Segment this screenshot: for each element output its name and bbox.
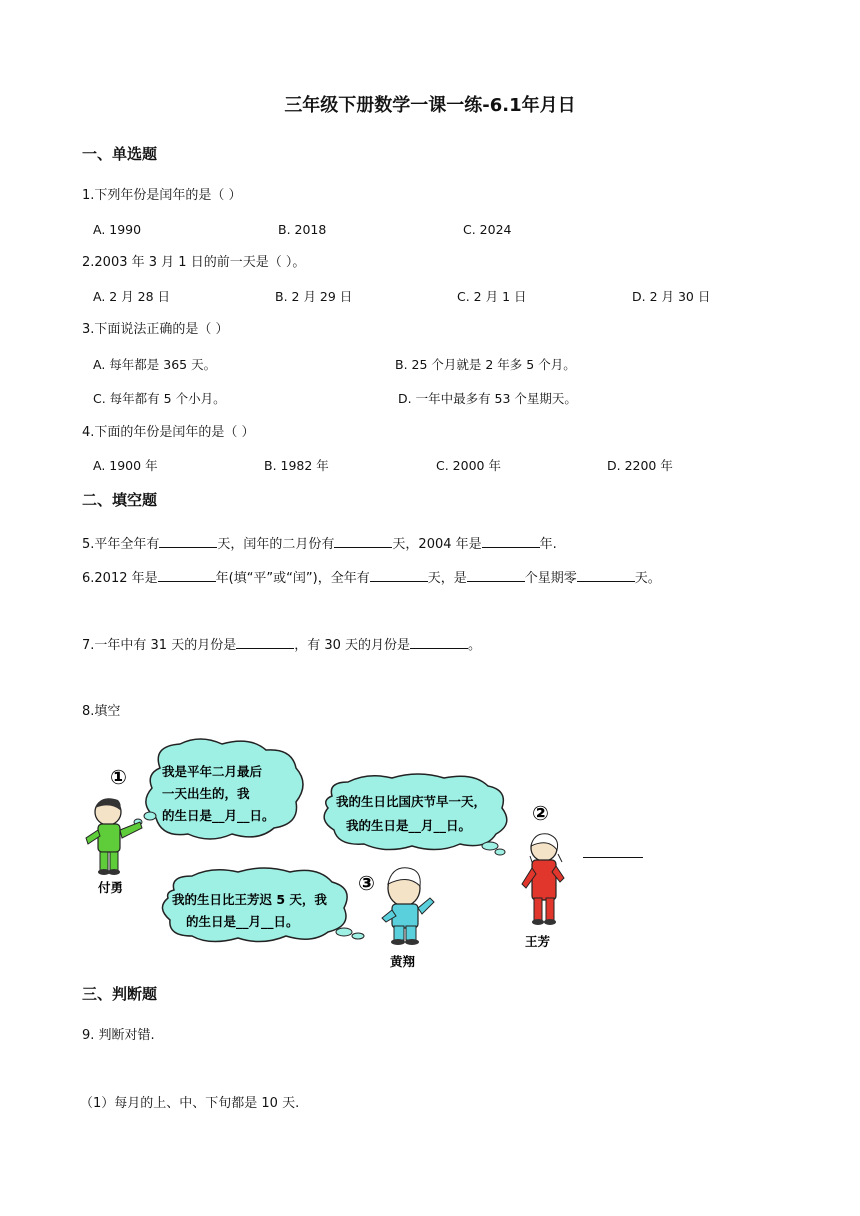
speech-bubble-3 bbox=[162, 868, 364, 942]
q3-option-a[interactable]: A. 每年都是 365 天。 bbox=[93, 357, 217, 372]
q3-option-b[interactable]: B. 25 个月就是 2 年多 5 个月。 bbox=[395, 357, 576, 372]
q6-text-4: 个星期零 bbox=[524, 571, 577, 586]
q7-blank-2[interactable] bbox=[410, 636, 468, 649]
question-1: 1.下列年份是闰年的是（ ） bbox=[82, 188, 242, 203]
q7-blank-1[interactable] bbox=[236, 636, 294, 649]
q2-option-b[interactable]: B. 2 月 29 日 bbox=[275, 289, 353, 304]
q7-text-3: 。 bbox=[468, 638, 482, 653]
q7-text-2: ，有 30 天的月份是 bbox=[294, 638, 411, 653]
q2-option-a[interactable]: A. 2 月 28 日 bbox=[93, 289, 171, 304]
question-9-sub-1: （1）每月的上、中、下旬都是 10 天. bbox=[80, 1096, 300, 1111]
boy-huang-xiang-figure bbox=[382, 868, 434, 945]
question-5 bbox=[82, 535, 557, 553]
q4-option-a[interactable]: A. 1900 年 bbox=[93, 458, 158, 473]
q6-blank-1[interactable] bbox=[158, 569, 216, 582]
q6-text-2: 年(填“平”或“闰”)，全年有 bbox=[215, 571, 370, 586]
section-heading-fill-blank: 二、填空题 bbox=[82, 491, 158, 509]
figure-number-2: ② bbox=[532, 801, 549, 825]
birthday-illustration-svg bbox=[82, 738, 572, 970]
q5-blank-3[interactable] bbox=[482, 535, 540, 548]
document-title: 三年级下册数学一课一练-6.1年月日 bbox=[284, 95, 576, 116]
question-3: 3.下面说法正确的是（ ） bbox=[82, 322, 229, 337]
bubble1-line-2: 一天出生的，我 bbox=[162, 786, 250, 801]
bubble2-line-2: 我的生日是__月__日。 bbox=[346, 818, 472, 833]
q1-option-b[interactable]: B. 2018 bbox=[278, 222, 327, 237]
q4-option-c[interactable]: C. 2000 年 bbox=[436, 458, 501, 473]
q1-option-c[interactable]: C. 2024 bbox=[463, 222, 512, 237]
boy-fu-yong-figure bbox=[86, 798, 142, 875]
section-heading-single-choice: 一、单选题 bbox=[82, 145, 158, 163]
q6-text-1: 6.2012 年是 bbox=[82, 571, 158, 586]
question-7 bbox=[82, 636, 481, 654]
speech-bubble-1 bbox=[134, 739, 303, 839]
q6-blank-3[interactable] bbox=[467, 569, 525, 582]
q1-option-a[interactable]: A. 1990 bbox=[93, 222, 142, 237]
bubble1-line-1: 我是平年二月最后 bbox=[162, 764, 263, 779]
q3-option-d[interactable]: D. 一年中最多有 53 个星期天。 bbox=[398, 391, 577, 406]
bubble3-line-1: 我的生日比王芳迟 5 天，我 bbox=[172, 892, 327, 907]
q5-blank-1[interactable] bbox=[159, 535, 217, 548]
q5-text-1: 5.平年全年有 bbox=[82, 537, 160, 552]
figure-number-3: ③ bbox=[358, 871, 375, 895]
q4-option-d[interactable]: D. 2200 年 bbox=[607, 458, 673, 473]
bubble1-line-3: 的生日是__月__日。 bbox=[162, 808, 275, 823]
q4-option-b[interactable]: B. 1982 年 bbox=[264, 458, 329, 473]
speech-bubble-2 bbox=[324, 774, 507, 855]
question-8: 8.填空 bbox=[82, 704, 121, 719]
q6-blank-2[interactable] bbox=[370, 569, 428, 582]
name-wang-fang: 王芳 bbox=[525, 934, 551, 949]
q5-text-3: 天，2004 年是 bbox=[392, 537, 482, 552]
q6-text-5: 天。 bbox=[634, 571, 661, 586]
q5-text-2: 天，闰年的二月份有 bbox=[217, 537, 335, 552]
q6-blank-4[interactable] bbox=[577, 569, 635, 582]
bubble2-line-1: 我的生日比国庆节早一天， bbox=[336, 794, 487, 809]
girl-wang-fang-figure bbox=[522, 834, 564, 925]
q5-blank-2[interactable] bbox=[334, 535, 392, 548]
name-huang-xiang: 黄翔 bbox=[390, 954, 416, 969]
question-4: 4.下面的年份是闰年的是（ ） bbox=[82, 425, 255, 440]
question-6 bbox=[82, 569, 661, 587]
question-9: 9. 判断对错. bbox=[82, 1028, 155, 1043]
question-2: 2.2003 年 3 月 1 日的前一天是（ ）。 bbox=[82, 255, 306, 270]
q8-answer-blank[interactable] bbox=[583, 857, 643, 858]
q7-text-1: 7.一年中有 31 天的月份是 bbox=[82, 638, 237, 653]
figure-number-1: ① bbox=[110, 765, 127, 789]
q6-text-3: 天，是 bbox=[427, 571, 467, 586]
bubble3-line-2: 的生日是__月__日。 bbox=[186, 914, 299, 929]
section-heading-true-false: 三、判断题 bbox=[82, 985, 158, 1003]
q5-text-4: 年. bbox=[539, 537, 557, 552]
birthday-illustration bbox=[82, 738, 572, 970]
name-fu-yong: 付勇 bbox=[98, 880, 124, 895]
q2-option-c[interactable]: C. 2 月 1 日 bbox=[457, 289, 527, 304]
q3-option-c[interactable]: C. 每年都有 5 个小月。 bbox=[93, 391, 226, 406]
q2-option-d[interactable]: D. 2 月 30 日 bbox=[632, 289, 711, 304]
